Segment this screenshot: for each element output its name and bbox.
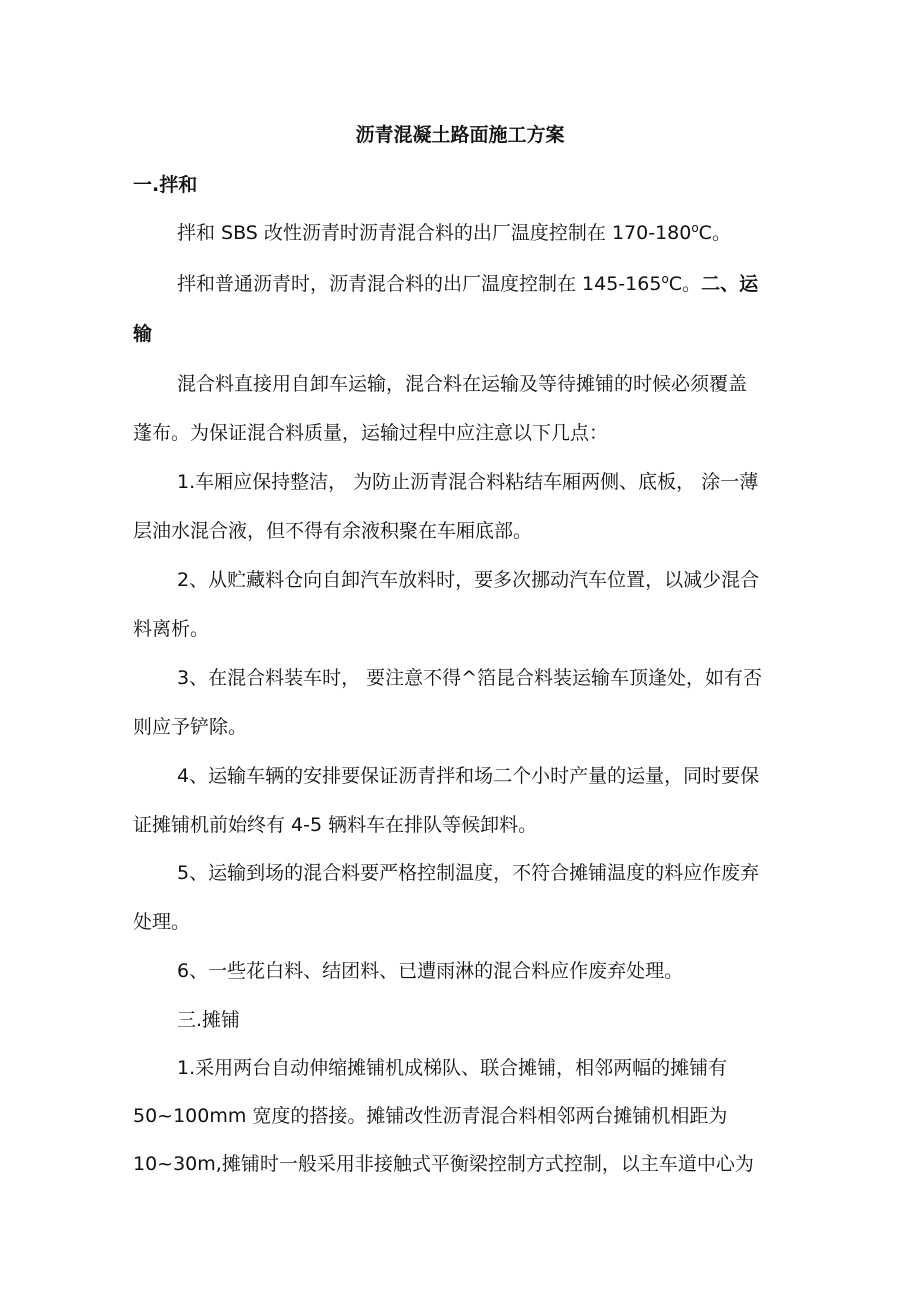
- paving-item-1-cont: 50~100mm 宽度的搭接。摊铺改性沥青混合料相邻两台摊铺机相距为: [133, 1105, 728, 1127]
- list-item-5: 5、运输到场的混合料要严格控制温度，不符合摊铺温度的料应作废弃: [177, 862, 760, 884]
- section-heading-mixing: 一.拌和: [133, 174, 198, 196]
- document-title: 沥青混凝土路面施工方案: [355, 124, 565, 146]
- list-item-2: 2、从贮藏料仓向自卸汽车放料时，要多次挪动汽车位置，以减少混合: [177, 569, 760, 591]
- list-item-3-cont: 则应予铲除。: [133, 716, 248, 738]
- paragraph-text: 拌和 SBS 改性沥青时沥青混合料的出厂温度控制在 170-180: [177, 222, 692, 244]
- paragraph-sbs-temperature: [177, 220, 731, 246]
- paragraph-text-end: C。: [698, 222, 731, 244]
- degree-mark: o: [691, 221, 699, 235]
- paragraph-normal-temperature: [177, 271, 758, 297]
- paragraph-text: 拌和普通沥青时，沥青混合料的出厂温度控制在 145-165: [177, 273, 662, 295]
- list-item-2-cont: 料离析。: [133, 618, 210, 640]
- paving-item-1: 1.采用两台自动伸缩摊铺机成梯队、联合摊铺，相邻两幅的摊铺有: [177, 1057, 728, 1079]
- section-heading-transport-cont: 输: [133, 323, 153, 345]
- paving-item-1-cont: 10~30m,摊铺时一般采用非接触式平衡梁控制方式控制，以主车道中心为: [133, 1153, 754, 1175]
- list-item-3: 3、在混合料装车时， 要注意不得^箔昆合料装运输车顶逢处，如有否: [177, 667, 763, 689]
- degree-mark: o: [661, 272, 669, 286]
- paragraph-line: 混合料直接用自卸车运输，混合料在运输及等待摊铺的时候必须覆盖: [177, 373, 748, 395]
- list-item-1: 1.车厢应保持整洁， 为防止沥青混合料粘结车厢两侧、底板， 涂一薄: [177, 471, 759, 493]
- section-heading-paving: 三.摊铺: [177, 1009, 241, 1031]
- section-heading-transport: 二、运: [701, 273, 759, 295]
- list-item-4: 4、运输车辆的安排要保证沥青拌和场二个小时产量的运量，同时要保: [177, 765, 760, 787]
- list-item-1-cont: 层油水混合液，但不得有余液积聚在车厢底部。: [133, 520, 533, 542]
- list-item-5-cont: 处理。: [133, 911, 191, 933]
- paragraph-text-end: C。: [668, 273, 702, 295]
- list-item-6: 6、一些花白料、结团料、已遭雨淋的混合料应作废弃处理。: [177, 960, 684, 982]
- list-item-4-cont: 证摊铺机前始终有 4-5 辆料车在排队等候卸料。: [133, 814, 538, 836]
- paragraph-line: 蓬布。为保证混合料质量，运输过程中应注意以下几点：: [133, 422, 609, 444]
